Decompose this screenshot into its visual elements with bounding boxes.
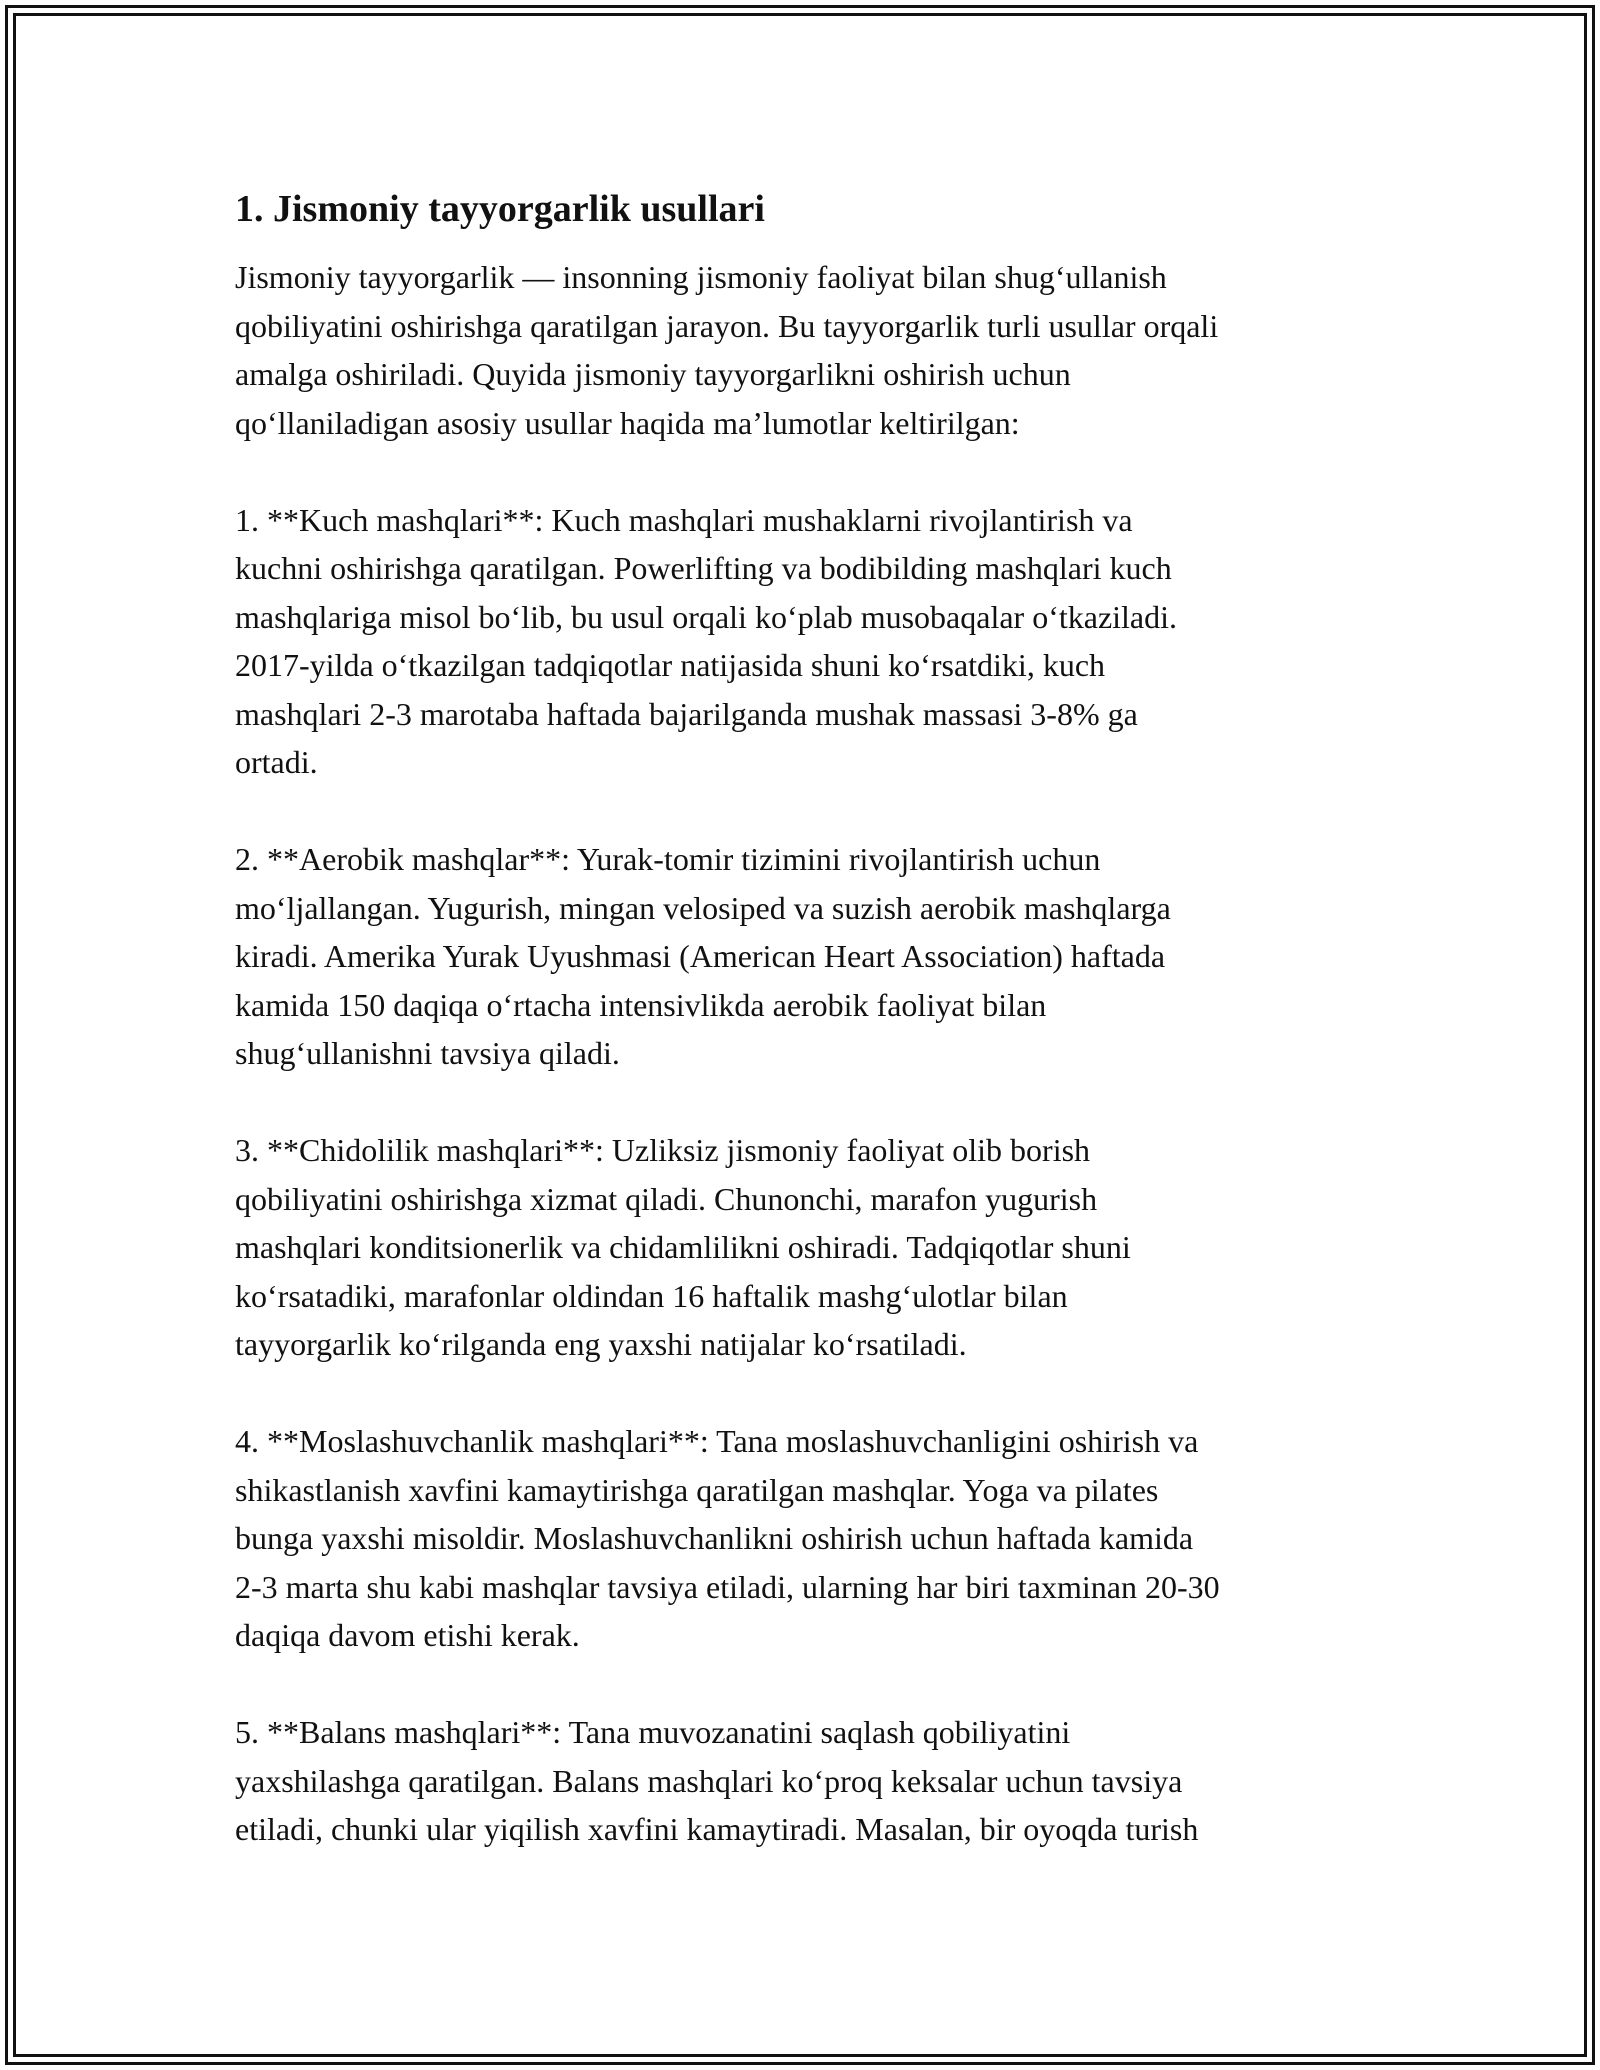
paragraph xyxy=(235,253,1375,447)
paragraph xyxy=(235,1126,1375,1369)
text-line: yaxshilashga qaratilgan. Balans mashqlari ko‘proq keksalar uchun tavsiya xyxy=(235,1762,1183,1799)
text-line: mashqlari konditsionerlik va chidamlilikni oshiradi. Tadqiqotlar shuni xyxy=(235,1229,1131,1265)
text-line: qobiliyatini oshirishga qaratilgan jarayon. Bu tayyorgarlik turli usullar orqali xyxy=(235,307,1219,344)
text-line: 5. **Balans mashqlari**: Tana muvozanatini saqlash qobiliyatini xyxy=(235,1714,1071,1750)
text-line: 2017-yilda o‘tkazilgan tadqiqotlar natijasida shuni ko‘rsatdiki, kuch xyxy=(235,647,1106,683)
text-line: qobiliyatini oshirishga xizmat qiladi. Chunonchi, marafon yugurish xyxy=(235,1180,1098,1217)
text-line: ortadi. xyxy=(235,744,318,780)
text-line: mashqlari 2-3 marotaba haftada bajarilganda mushak massasi 3-8% ga xyxy=(235,695,1138,732)
text-line: mashqlariga misol bo‘lib, bu usul orqali ko‘plab musobaqalar o‘tkaziladi. xyxy=(235,598,1178,635)
paragraph-list xyxy=(235,253,1375,1854)
document-body xyxy=(235,185,1375,1902)
text-line: ko‘rsatadiki, marafonlar oldindan 16 haftalik mashg‘ulotlar bilan xyxy=(235,1277,1068,1314)
text-line: 2. **Aerobik mashqlar**: Yurak-tomir tizimini rivojlantirish uchun xyxy=(235,841,1101,877)
text-line: 1. **Kuch mashqlari**: Kuch mashqlari mushaklarni rivojlantirish va xyxy=(235,501,1133,538)
paragraph xyxy=(235,835,1375,1078)
text-line: 4. **Moslashuvchanlik mashqlari**: Tana moslashuvchanligini oshirish va xyxy=(235,1423,1199,1459)
text-line: qo‘llaniladigan asosiy usullar haqida ma’lumotlar keltirilgan: xyxy=(235,404,1020,441)
text-line: shikastlanish xavfini kamaytirishga qaratilgan mashqlar. Yoga va pilates xyxy=(235,1471,1159,1508)
text-line: kiradi. Amerika Yurak Uyushmasi (American Heart Association) haftada xyxy=(235,938,1166,974)
text-line: 2-3 marta shu kabi mashqlar tavsiya etiladi, ularning har biri taxminan 20-30 xyxy=(235,1568,1220,1605)
text-line: mo‘ljallangan. Yugurish, mingan velosiped va suzish aerobik mashqlarga xyxy=(235,889,1171,926)
paragraph xyxy=(235,496,1375,787)
text-line: 3. **Chidolilik mashqlari**: Uzliksiz jismoniy faoliyat olib borish xyxy=(235,1132,1091,1168)
text-line: shug‘ullanishni tavsiya qiladi. xyxy=(235,1035,620,1071)
text-line: Jismoniy tayyorgarlik — insonning jismoniy faoliyat bilan shug‘ullanish xyxy=(235,259,1167,295)
text-line: bunga yaxshi misoldir. Moslashuvchanlikni oshirish uchun haftada kamida xyxy=(235,1520,1194,1556)
text-line: kuchni oshirishga qaratilgan. Powerlifting va bodibilding mashqlari kuch xyxy=(235,550,1172,586)
paragraph xyxy=(235,1417,1375,1660)
paragraph xyxy=(235,1708,1375,1854)
text-line: amalga oshiriladi. Quyida jismoniy tayyorgarlikni oshirish uchun xyxy=(235,356,1071,392)
text-line: kamida 150 daqiqa o‘rtacha intensivlikda aerobik faoliyat bilan xyxy=(235,986,1047,1023)
text-line: etiladi, chunki ular yiqilish xavfini kamaytiradi. Masalan, bir oyoqda turish xyxy=(235,1811,1199,1847)
text-line: tayyorgarlik ko‘rilganda eng yaxshi natijalar ko‘rsatiladi. xyxy=(235,1326,967,1362)
section-heading: 1. Jismoniy tayyorgarlik usullari xyxy=(235,188,765,230)
text-line: daqiqa davom etishi kerak. xyxy=(235,1617,580,1653)
